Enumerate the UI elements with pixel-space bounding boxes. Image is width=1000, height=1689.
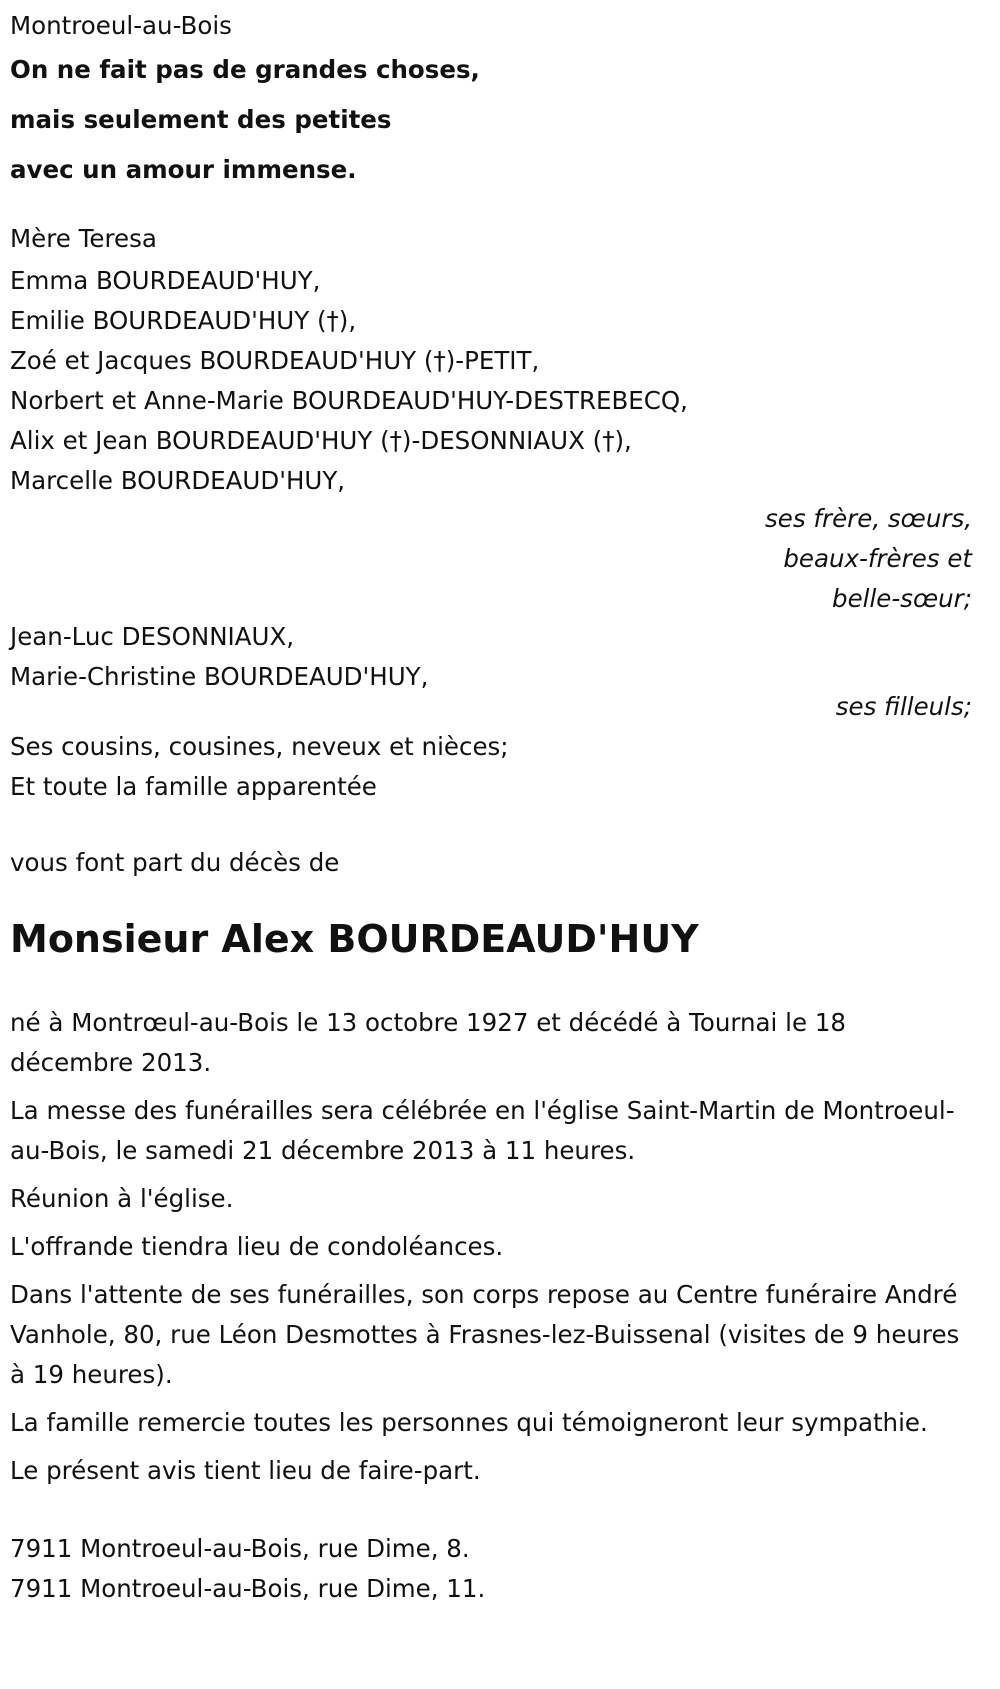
relation-line: ses filleuls;: [835, 692, 972, 722]
siblings-relation: [10, 499, 990, 619]
detail-paragraph: Dans l'attente de ses funérailles, son corps repose au Centre funéraire André Vanhole, 80, rue Léon Desmottes à Frasnes-lez-Buissenal (visites de 9 heures à 19 heures).: [10, 1279, 960, 1389]
quote-author: Mère Teresa: [10, 224, 157, 254]
relatives-line: Ses cousins, cousines, neveux et nièces;: [10, 732, 509, 762]
godchildren-list: [10, 617, 990, 697]
sibling-name: Alix et Jean BOURDEAUD'HUY (†)-DESONNIAUX (†),: [10, 426, 632, 456]
details-block: [10, 1003, 990, 1491]
quote-line: avec un amour immense.: [10, 155, 357, 185]
sibling-name: Emma BOURDEAUD'HUY,: [10, 266, 321, 296]
other-relatives: [10, 727, 990, 807]
address-line: 7911 Montroeul-au-Bois, rue Dime, 11.: [10, 1573, 486, 1603]
relatives-line: Et toute la famille apparentée: [10, 772, 377, 802]
deceased-name: Monsieur Alex BOURDEAUD'HUY: [10, 917, 699, 962]
address-line: 7911 Montroeul-au-Bois, rue Dime, 8.: [10, 1533, 470, 1563]
quote-line: On ne fait pas de grandes choses,: [10, 55, 480, 85]
sibling-name: Norbert et Anne-Marie BOURDEAUD'HUY-DESTREBECQ,: [10, 386, 688, 416]
quote-block: [10, 45, 990, 195]
sibling-name: Zoé et Jacques BOURDEAUD'HUY (†)-PETIT,: [10, 346, 540, 376]
detail-paragraph: La messe des funérailles sera célébrée en l'église Saint-Martin de Montroeul-au-Bois, le samedi 21 décembre 2013 à 11 heures.: [10, 1095, 955, 1165]
godchild-name: Jean-Luc DESONNIAUX,: [10, 622, 295, 652]
sibling-name: Marcelle BOURDEAUD'HUY,: [10, 466, 346, 496]
detail-paragraph: né à Montrœul-au-Bois le 13 octobre 1927 et décédé à Tournai le 18 décembre 2013.: [10, 1007, 846, 1077]
siblings-list: [10, 261, 990, 501]
address-block: [10, 1529, 990, 1609]
quote-line: mais seulement des petites: [10, 105, 392, 135]
relation-line: beaux-frères et: [783, 544, 972, 574]
detail-paragraph: La famille remercie toutes les personnes qui témoigneront leur sympathie.: [10, 1407, 928, 1437]
header-place: Montroeul-au-Bois: [10, 11, 232, 40]
relation-line: ses frère, sœurs,: [765, 504, 972, 534]
sibling-name: Emilie BOURDEAUD'HUY (†),: [10, 306, 357, 336]
relation-line: belle-sœur;: [832, 584, 972, 614]
detail-paragraph: Le présent avis tient lieu de faire-part.: [10, 1455, 481, 1485]
detail-paragraph: L'offrande tiendra lieu de condoléances.: [10, 1231, 504, 1261]
godchild-name: Marie-Christine BOURDEAUD'HUY,: [10, 662, 429, 692]
announcement-text: vous font part du décès de: [10, 848, 340, 878]
detail-paragraph: Réunion à l'église.: [10, 1183, 234, 1213]
